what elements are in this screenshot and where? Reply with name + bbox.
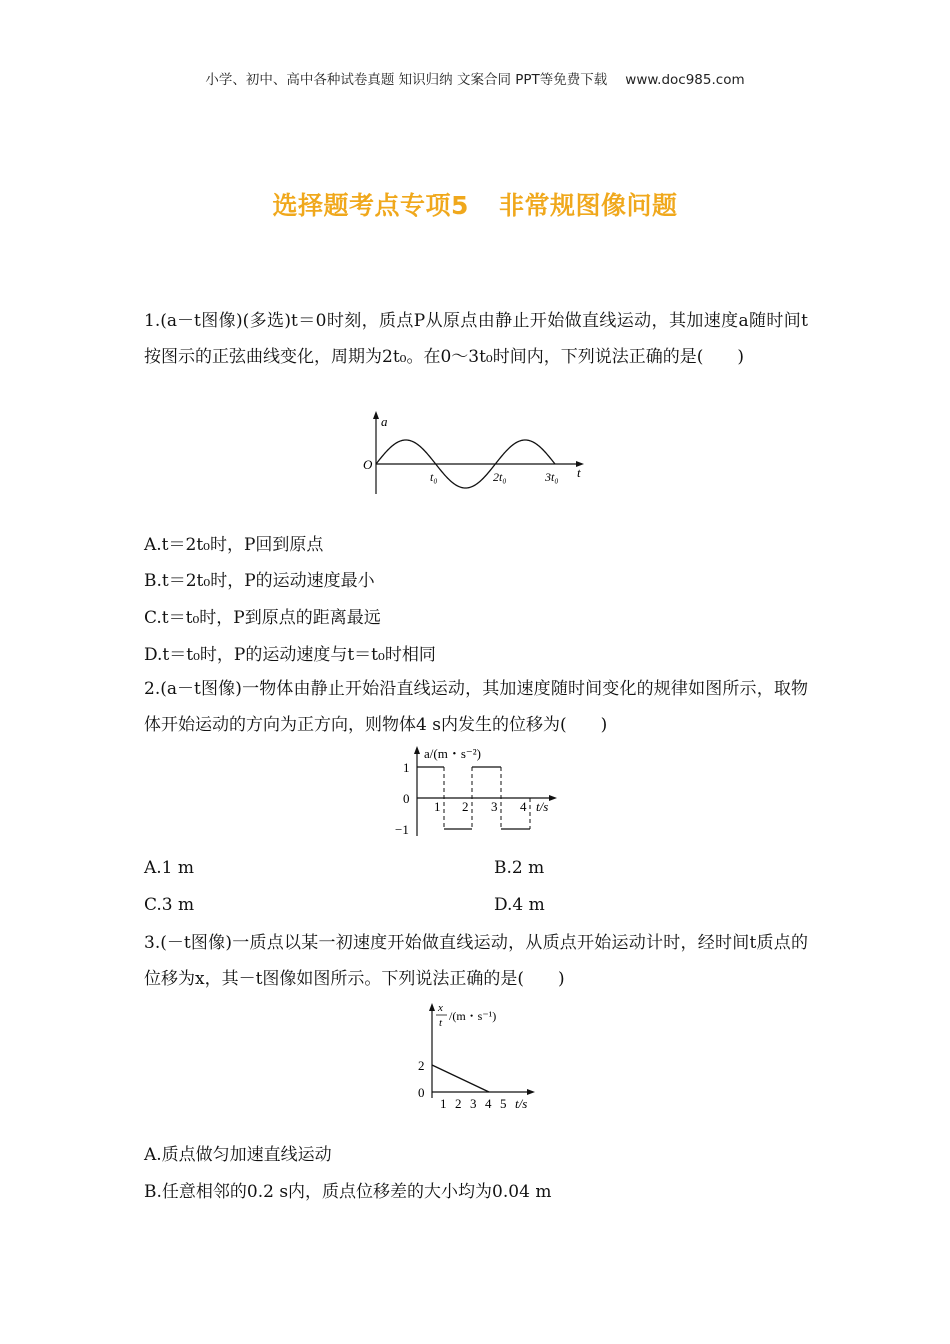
q2-ytick-0: 0 [403, 791, 410, 806]
q3-x-label: t/s [515, 1096, 528, 1111]
q3-xtick-5: 5 [500, 1096, 507, 1111]
q1-y-label: a [381, 414, 388, 429]
q2-option-c[interactable]: C.3 m [144, 895, 195, 915]
q2-option-d[interactable]: D.4 m [494, 895, 545, 915]
q2-x-arrow [549, 795, 557, 801]
q2-xtick-2: 2 [462, 799, 469, 814]
q1-option-c[interactable]: C.t＝t₀时，P到原点的距离最远 [144, 608, 381, 628]
q1-tick-2t0: 2t₀ [493, 470, 507, 484]
q2-xtick-1: 1 [434, 799, 441, 814]
q3-graph-line [432, 1065, 489, 1092]
q1-option-d[interactable]: D.t＝t₀时，P的运动速度与t＝t₀时相同 [144, 645, 436, 665]
q1-origin-label: O [363, 457, 373, 472]
q2-x-label: t/s [536, 799, 549, 814]
q3-ytick-0: 0 [418, 1085, 425, 1100]
q2-y-label: a/(m・s⁻²) [424, 746, 481, 761]
q3-xtick-4: 4 [485, 1096, 492, 1111]
q1-option-b[interactable]: B.t＝2t₀时，P的运动速度最小 [144, 571, 375, 591]
q1-x-label: t [577, 465, 581, 480]
q2-stem: 2.(a－t图像)一物体由静止开始沿直线运动，其加速度随时间变化的规律如图所示，取物体开始运动的方向为正方向，则物体4 s内发生的位移为( ) [144, 679, 808, 735]
title-part2: 非常规图像问题 [498, 191, 678, 220]
q2-option-a[interactable]: A.1 m [144, 858, 195, 878]
q1-stem: 1.(a－t图像)(多选)t＝0时刻，质点P从原点由静止开始做直线运动，其加速度a随时间t按图示的正弦曲线变化，周期为2t₀。在0～3t₀时间内，下列说法正确的是( ) [144, 311, 808, 367]
q3-xtick-2: 2 [455, 1096, 462, 1111]
q3-line-figure [405, 998, 545, 1116]
q1-sine-figure [355, 408, 595, 498]
q3-option-a[interactable]: A.质点做匀加速直线运动 [144, 1145, 332, 1165]
q1-tick-t0: t₀ [430, 470, 438, 484]
page-header [0, 68, 950, 88]
q1-option-a[interactable]: A.t＝2t₀时，P回到原点 [144, 535, 324, 555]
header-text: 小学、初中、高中各种试卷真题 知识归纳 文案合同 PPT等免费下载 [205, 72, 608, 88]
q3-y-label-num: x [438, 1002, 443, 1014]
q2-square-wave-figure [390, 742, 570, 840]
q3-y-arrow [429, 1003, 435, 1011]
q2-xtick-4: 4 [520, 799, 527, 814]
q3-ytick-2: 2 [418, 1058, 425, 1073]
q3-x-arrow [527, 1089, 535, 1095]
header-site-link[interactable]: www.doc985.com [625, 72, 745, 88]
q3-y-label-unit: /(m・s⁻¹) [449, 1009, 497, 1023]
q1-y-arrow [373, 411, 379, 419]
q3-y-label-den: t [439, 1017, 443, 1029]
q2-y-arrow [414, 746, 420, 754]
q2-option-b[interactable]: B.2 m [494, 858, 545, 878]
q1-tick-3t0: 3t₀ [545, 470, 559, 484]
page-title [0, 186, 950, 222]
q2-xtick-3: 3 [491, 799, 498, 814]
q3-option-b[interactable]: B.任意相邻的0.2 s内，质点位移差的大小均为0.04 m [144, 1182, 552, 1202]
q3-xtick-3: 3 [470, 1096, 477, 1111]
title-part1: 选择题考点专项5 [272, 191, 469, 220]
q2-ytick-neg1: −1 [395, 822, 409, 837]
q2-ytick-1: 1 [403, 760, 410, 775]
q3-stem: 3.(－t图像)一质点以某一初速度开始做直线运动，从质点开始运动计时，经时间t质点的位移为x，其－t图像如图所示。下列说法正确的是( ) [144, 933, 808, 989]
q3-xtick-1: 1 [440, 1096, 447, 1111]
